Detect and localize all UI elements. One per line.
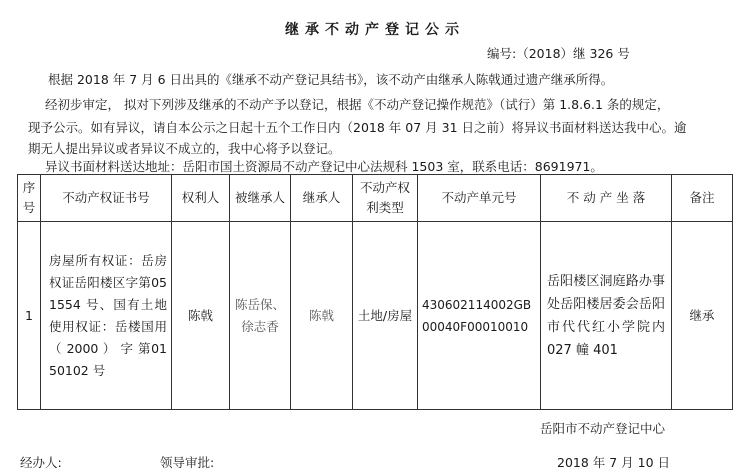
header-owner: 权利人	[172, 175, 230, 222]
header-location: 不 动 产 坐 落	[541, 175, 672, 222]
cell-heir: 陈戟	[291, 222, 353, 410]
notice-title: 继承不动产登记公示	[285, 22, 465, 38]
table-row	[18, 222, 733, 410]
paragraph-review-line-1: 经初步审定， 拟对下列涉及继承的不动产予以登记，根据《不动产登记操作规范》（试行）第 1.8.6.1 条的规定，	[45, 97, 670, 112]
paragraph-review-line-2: 现予公示。如有异议，请自本公示之日起十五个工作日内（2018 年 07 月 31 日之前）将异议书面材料送达我中心。逾	[28, 120, 687, 135]
issuing-authority: 岳阳市不动产登记中心	[540, 421, 666, 436]
paragraph-objection-address: 异议书面材料送达地址：岳阳市国土资源局不动产登记中心法规科 1503 室，联系电话：8691971。	[45, 159, 603, 174]
cell-unit-no: 430602114002GB00040F00010010	[418, 222, 541, 410]
header-heir: 继承人	[291, 175, 353, 222]
header-heir-from: 被继承人	[230, 175, 291, 222]
paragraph-review-line-3: 期无人提出异议或者异议不成立的，我中心将予以登记。	[28, 141, 341, 156]
cell-cert: 房屋所有权证：岳房权证岳阳楼区字第051554 号、国有土地使用权证：岳楼国用（ 2000 ） 字 第0150102 号	[41, 222, 172, 410]
cell-location: 岳阳楼区洞庭路办事处岳阳楼居委会岳阳市代代红小学院内 027 幢 401	[541, 222, 672, 410]
cell-note: 继承	[672, 222, 733, 410]
header-seq: 序号	[18, 175, 41, 222]
header-unit-no: 不动产单元号	[418, 175, 541, 222]
table-header-row	[18, 175, 733, 222]
issue-date: 2018 年 7 月 10 日	[557, 455, 671, 470]
header-note: 备注	[672, 175, 733, 222]
header-right-type: 不动产权利类型	[353, 175, 418, 222]
header-cert: 不动产权证书号	[41, 175, 172, 222]
document-number: 编号:（2018）继 326 号	[487, 46, 630, 61]
cell-heir-from: 陈岳保、徐志香	[230, 222, 291, 410]
property-table	[17, 174, 733, 410]
handler-label: 经办人:	[20, 455, 62, 470]
cell-right-type: 土地/房屋	[353, 222, 418, 410]
cell-seq: 1	[18, 222, 41, 410]
cell-owner: 陈戟	[172, 222, 230, 410]
leader-approval-label: 领导审批:	[160, 455, 215, 470]
paragraph-inheritance-basis: 根据 2018 年 7 月 6 日出具的《继承不动产登记具结书》，该不动产由继承人陈戟通过遗产继承所得。	[48, 72, 614, 87]
